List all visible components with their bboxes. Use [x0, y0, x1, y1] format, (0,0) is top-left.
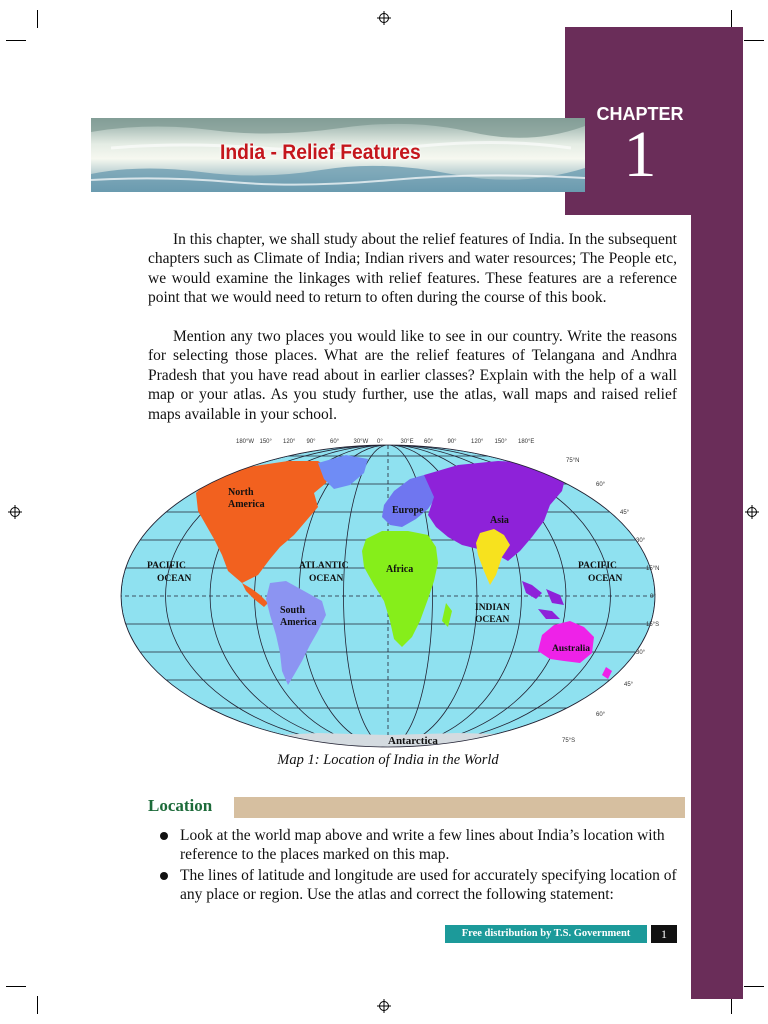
crop-mark — [744, 986, 764, 987]
intro-paragraph-1: In this chapter, we shall study about the relief features of India. In the subsequent chapters such as Climate of India; Indian rivers and water resources; The People etc, we would examine the linkages with relief features. These features are a reference point that we would need to return to often during the course of this book. — [148, 231, 677, 307]
label-pacific-ocean: PACIFIC — [147, 561, 186, 571]
crop-mark — [6, 986, 26, 987]
latitude-tick-label: 45° — [624, 682, 634, 688]
longitude-tick-label: 60° — [330, 439, 340, 445]
bullet-icon — [160, 872, 168, 880]
label-south-america: America — [280, 617, 317, 628]
side-band — [691, 215, 743, 999]
footer-distribution: Free distribution by T.S. Government — [445, 925, 647, 943]
latitude-tick-label: 60° — [596, 712, 606, 718]
longitude-tick-label: 150° — [494, 439, 507, 445]
crop-mark — [731, 10, 732, 28]
label-atlantic-ocean: OCEAN — [309, 574, 344, 584]
label-pacific-ocean: OCEAN — [588, 574, 623, 584]
longitude-tick-label: 90° — [447, 439, 457, 445]
label-europe: Europe — [392, 505, 424, 516]
map-caption: Map 1: Location of India in the World — [277, 752, 499, 768]
label-north-america: North — [228, 487, 254, 498]
registration-mark-icon — [377, 999, 391, 1013]
label-pacific-ocean: PACIFIC — [578, 561, 617, 571]
label-antarctica: Antarctica — [388, 735, 438, 747]
world-map — [118, 435, 666, 753]
label-south-america: South — [280, 605, 306, 616]
latitude-tick-label: 15°N — [646, 566, 660, 572]
chapter-number: 1 — [623, 118, 657, 191]
registration-mark-icon — [377, 11, 391, 25]
longitude-tick-label: 180°W — [236, 439, 255, 445]
longitude-tick-label: 30°W — [353, 439, 369, 445]
crop-mark — [37, 10, 38, 28]
label-australia: Australia — [552, 644, 590, 654]
longitude-tick-label: 150° — [259, 439, 272, 445]
longitude-tick-label: 90° — [306, 439, 316, 445]
label-indian-ocean: INDIAN — [475, 603, 510, 613]
chapter-label: CHAPTER — [596, 104, 684, 124]
latitude-tick-label: 75°S — [562, 738, 576, 744]
latitude-tick-label: 15°S — [646, 622, 660, 628]
label-asia: Asia — [490, 515, 509, 526]
section-heading: Location — [148, 796, 213, 815]
longitude-tick-label: 60° — [424, 439, 434, 445]
longitude-tick-label: 0° — [377, 439, 383, 445]
list-item — [160, 826, 680, 865]
latitude-tick-label: 30° — [636, 538, 646, 544]
intro-paragraph — [148, 327, 677, 424]
page-title: India - Relief Features — [220, 141, 421, 164]
latitude-tick-label: 75°N — [566, 458, 580, 464]
longitude-tick-label: 180°E — [518, 439, 535, 445]
longitude-tick-label: 120° — [471, 439, 484, 445]
section-heading-bar — [234, 797, 685, 818]
longitude-ticks — [236, 439, 534, 445]
label-north-america: America — [228, 499, 265, 510]
list-item-text: Look at the world map above and write a few lines about India’s location with reference to the places marked on this map. — [180, 827, 665, 864]
latitude-tick-label: 30° — [636, 650, 646, 656]
crop-mark — [37, 996, 38, 1014]
crop-mark — [6, 40, 26, 41]
longitude-tick-label: 120° — [283, 439, 296, 445]
intro-paragraph — [148, 230, 677, 308]
latitude-tick-label: 60° — [596, 482, 606, 488]
list-item-text: The lines of latitude and longitude are used for accurately specifying location of any place or region. Use the atlas and correct the following statement: — [180, 867, 677, 904]
longitude-tick-label: 30°E — [400, 439, 414, 445]
list-item — [160, 866, 680, 905]
latitude-tick-label: 45° — [620, 510, 630, 516]
latitude-tick-label: 0° — [650, 594, 656, 600]
crop-mark — [744, 40, 764, 41]
registration-mark-icon — [8, 505, 22, 519]
registration-mark-icon — [745, 505, 759, 519]
label-pacific-ocean: OCEAN — [157, 574, 192, 584]
label-atlantic-ocean: ATLANTIC — [299, 561, 349, 571]
page-number: 1 — [651, 925, 677, 943]
label-indian-ocean: OCEAN — [475, 615, 510, 625]
bullet-icon — [160, 832, 168, 840]
label-africa: Africa — [386, 564, 414, 575]
intro-paragraph-2: Mention any two places you would like to see in our country. Write the reasons for selecting those places. What are the relief features of Telangana and Andhra Pradesh that you have read about in earlier classes? Explain with the help of a wall map or your atlas. As you study further, use the atlas, wall maps and raised relief maps available in your school. — [148, 328, 677, 423]
